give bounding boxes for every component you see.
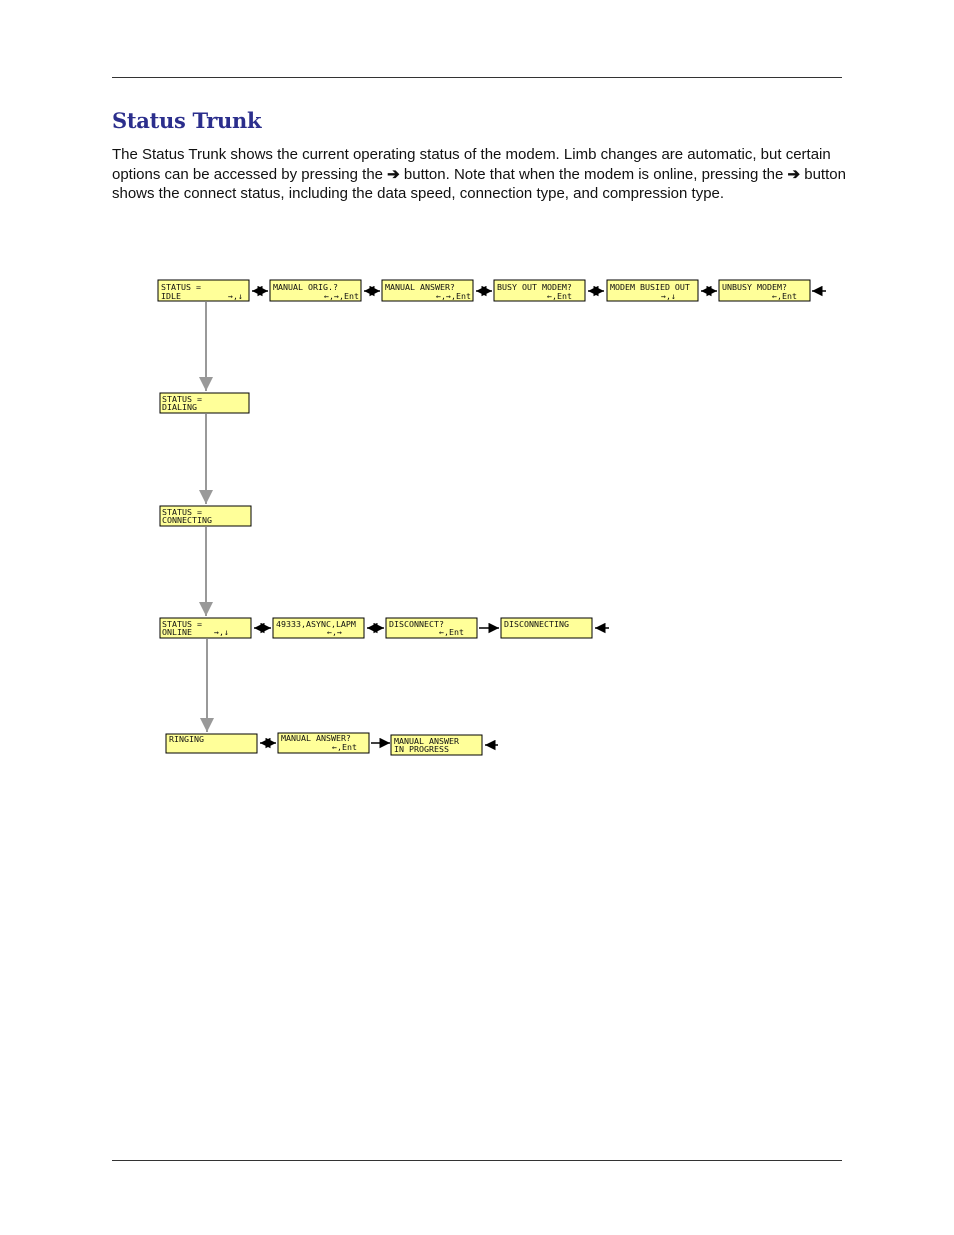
lcd-unbusy-modem xyxy=(719,280,810,301)
lcd-line-1: UNBUSY MODEM? xyxy=(722,282,787,292)
intro-text-2: button. Note that when the modem is online, pressing the xyxy=(399,165,788,183)
lcd-keys: ←,Ent xyxy=(772,291,797,301)
lcd-status-connecting xyxy=(160,506,251,526)
lcd-keys: →,↓ xyxy=(228,291,243,301)
lcd-disconnect xyxy=(386,618,477,638)
lcd-line-2: CONNECTING xyxy=(162,515,212,525)
lcd-keys: ←,Ent xyxy=(547,291,572,301)
lcd-disconnecting xyxy=(501,618,592,638)
lcd-line-1: RINGING xyxy=(169,734,204,744)
lcd-busy-out-modem xyxy=(494,280,585,301)
lcd-line-1: 49333,ASYNC,LAPM xyxy=(276,619,356,629)
intro-text-3: button shows the connect status, including the data speed, connection type, and compression type. xyxy=(112,165,846,202)
footer-rule xyxy=(112,1160,842,1161)
lcd-line-1: DISCONNECTING xyxy=(504,619,569,629)
lcd-keys: ←,Ent xyxy=(332,742,357,752)
right-arrow-icon: ➔ xyxy=(387,165,400,183)
lcd-manual-answer xyxy=(382,280,473,301)
lcd-line-1: MODEM BUSIED OUT xyxy=(610,282,690,292)
lcd-line-1: STATUS = xyxy=(162,619,202,629)
lcd-keys: ←,→,Ent xyxy=(436,291,471,301)
lcd-keys: ←,→ xyxy=(327,627,342,637)
lcd-modem-busied-out xyxy=(607,280,698,301)
lcd-status-dialing xyxy=(160,393,249,413)
lcd-ringing-manual-answer xyxy=(278,733,369,753)
lcd-ringing xyxy=(166,734,257,753)
lcd-status-online xyxy=(160,618,251,638)
lcd-manual-orig xyxy=(270,280,361,301)
lcd-keys: ←,Ent xyxy=(439,627,464,637)
lcd-line-1: BUSY OUT MODEM? xyxy=(497,282,572,292)
lcd-connect-info xyxy=(273,618,364,638)
lcd-line-1: STATUS = xyxy=(162,507,202,517)
lcd-keys: →,↓ xyxy=(214,627,229,637)
lcd-line-1: MANUAL ORIG.? xyxy=(273,282,338,292)
lcd-line-1: MANUAL ANSWER xyxy=(394,736,459,746)
lcd-line-1: STATUS = xyxy=(162,394,202,404)
lcd-status-idle xyxy=(158,280,249,301)
lcd-line-2: IN PROGRESS xyxy=(394,744,449,754)
lcd-line-1: MANUAL ANSWER? xyxy=(385,282,455,292)
lcd-manual-answer-progress xyxy=(391,735,482,755)
right-arrow-icon: ➔ xyxy=(787,165,801,183)
lcd-line-1: STATUS = xyxy=(161,282,201,292)
lcd-line-1: DISCONNECT? xyxy=(389,619,444,629)
lcd-line-2: DIALING xyxy=(162,402,197,412)
intro-text-1: The Status Trunk shows the current operating status of the modem. Limb changes are automatic, but certain options can be accessed by pressing the xyxy=(112,146,831,183)
section-title: Status Trunk xyxy=(112,108,262,133)
lcd-line-2: IDLE xyxy=(161,291,181,301)
lcd-keys: ←,→,Ent xyxy=(324,291,359,301)
lcd-line-1: MANUAL ANSWER? xyxy=(281,733,351,743)
lcd-keys: →,↓ xyxy=(661,291,676,301)
lcd-line-2: ONLINE xyxy=(162,627,192,637)
